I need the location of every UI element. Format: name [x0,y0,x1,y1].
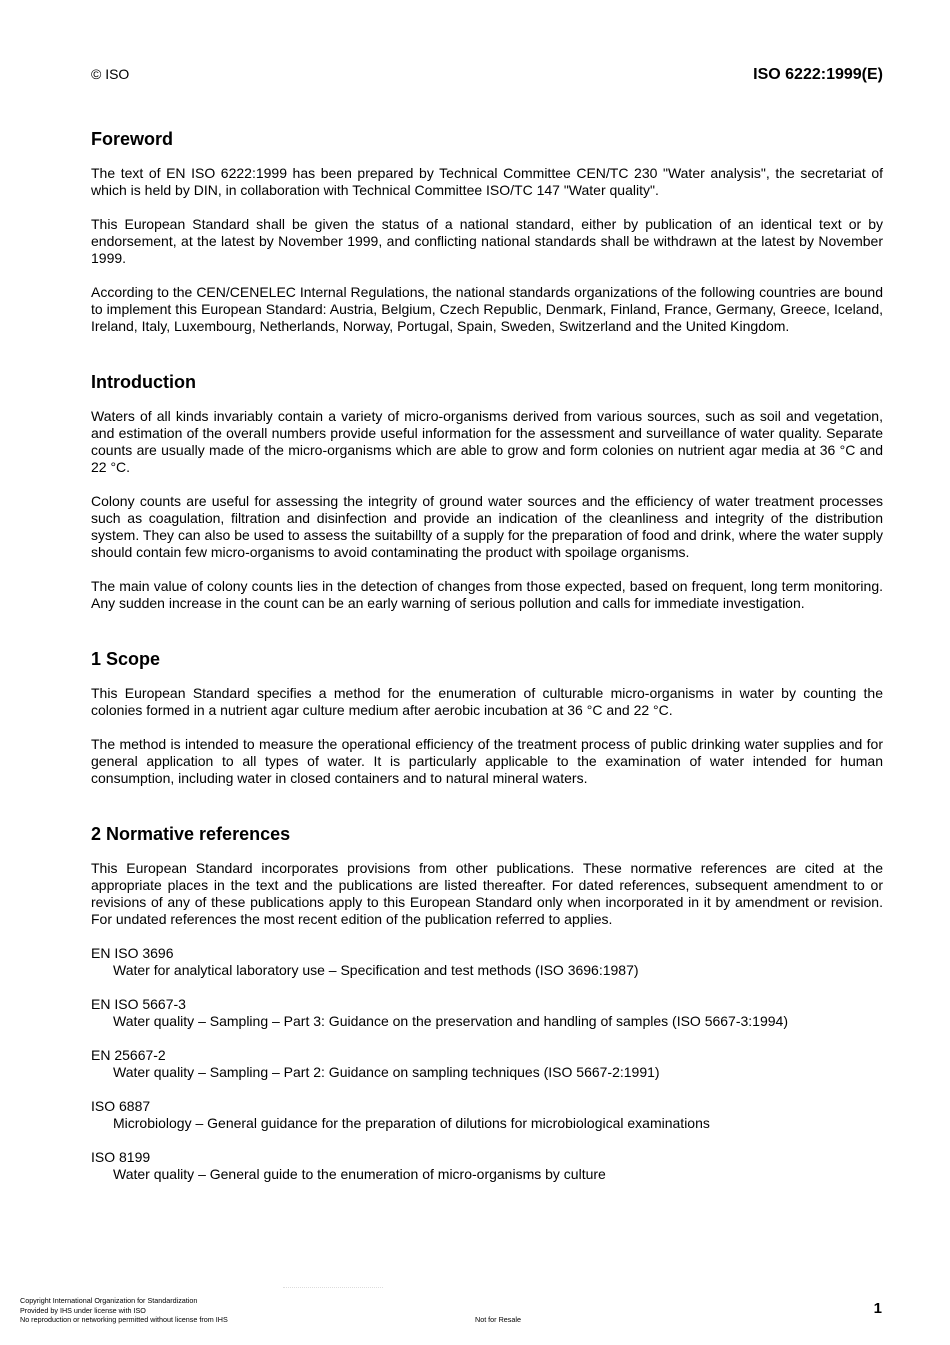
footer-not-for-resale: Not for Resale [475,1315,521,1324]
foreword-paragraph: This European Standard shall be given the status of a national standard, either by publication of an identical text or by endorsement, at the latest by November 1999, and conflicting national standards shall be withdrawn at the latest by November 1999. [91,216,883,266]
scope-paragraph: The method is intended to measure the operational efficiency of the treatment process of public drinking water supplies and for general application to all types of water. It is particularly applicable to the examination of water intended for human consumption, including water in closed containers and to natural mineral waters. [91,736,883,786]
footer-line: Copyright International Organization for Standardization [20,1296,198,1305]
faint-divider [283,1287,383,1288]
reference-title: Microbiology – General guidance for the preparation of dilutions for microbiological examinations [113,1115,710,1131]
document-body [91,128,883,1219]
foreword-heading: Foreword [91,129,174,149]
foreword-paragraph: The text of EN ISO 6222:1999 has been prepared by Technical Committee CEN/TC 230 "Water analysis", the secretariat of which is held by DIN, in collaboration with Technical Committee ISO/TC 147 "Water quality". [91,165,883,198]
introduction-section [91,371,883,612]
foreword-paragraph: According to the CEN/CENELEC Internal Regulations, the national standards organizations of the following countries are bound to implement this European Standard: Austria, Belgium, Czech Republic, Denmark, Finland, France, Germany, Greece, Iceland, Ireland, Italy, Luxembourg, Netherlands, Norway, Portugal, Spain, Sweden, Switzerland and the United Kingdom. [91,284,883,334]
header-standard-number: ISO 6222:1999(E) [753,66,883,83]
scope-section [91,648,883,787]
foreword-section [91,128,883,335]
header-copyright: © ISO [91,66,130,82]
footer-line: Provided by IHS under license with ISO [20,1305,146,1315]
reference-item [91,1098,883,1132]
introduction-paragraph: Waters of all kinds invariably contain a variety of micro-organisms derived from various sources, such as soil and vegetation, and estimation of the overall numbers provide useful information for the assessment and surveillance of water quality. Separate counts are usually made of the micro-organisms which are able to grow and form colonies on nutrient agar media at 36 °C and 22 °C. [91,408,883,475]
footer-copyright [20,1296,228,1325]
introduction-paragraph: The main value of colony counts lies in the detection of changes from those expected, based on frequent, long term monitoring. Any sudden increase in the count can be an early warning of serious pollution and calls for immediate investigation. [91,578,883,611]
reference-title: Water quality – Sampling – Part 3: Guidance on the preservation and handling of samples (ISO 5667-3:1994) [113,1013,788,1029]
reference-code: ISO 8199 [91,1149,151,1165]
normative-references-section [91,823,883,1183]
reference-item [91,996,883,1030]
scope-paragraph: This European Standard specifies a method for the enumeration of culturable micro-organisms in water by counting the colonies formed in a nutrient agar culture medium after aerobic incubation at 36 °C and 22 °C. [91,685,883,718]
reference-item [91,945,883,979]
reference-code: EN 25667-2 [91,1047,166,1063]
reference-title: Water for analytical laboratory use – Specification and test methods (ISO 3696:1987) [113,962,639,978]
introduction-paragraph: Colony counts are useful for assessing the integrity of ground water sources and the efficiency of water treatment processes such as coagulation, filtration and disinfection and provide an indication of the cleanliness and integrity of the distribution system. They can also be used to assess the suitabillty of a supply for the preparation of food and drink, where the water supply should contain few micro-organisms to avoid contaminating the product with spoilage organisms. [91,493,883,560]
introduction-heading: Introduction [91,372,196,392]
reference-code: ISO 6887 [91,1098,151,1114]
reference-code: EN ISO 3696 [91,945,174,961]
page-number: 1 [873,1300,882,1317]
reference-code: EN ISO 5667-3 [91,996,186,1012]
reference-item [91,1149,883,1183]
normative-references-intro: This European Standard incorporates provisions from other publications. These normative references are cited at the appropriate places in the text and the publications are listed thereafter. For dated references, subsequent amendment to or revisions of any of these publications apply to this European Standard only when incorporated in it by amendment or revision. For undated references the most recent edition of the publication referred to applies. [91,860,883,927]
reference-item [91,1047,883,1081]
footer-line: No reproduction or networking permitted without license from IHS [20,1315,228,1324]
normative-references-heading: 2 Normative references [91,824,291,844]
reference-title: Water quality – General guide to the enumeration of micro-organisms by culture [113,1166,606,1182]
scope-heading: 1 Scope [91,649,161,669]
reference-title: Water quality – Sampling – Part 2: Guidance on sampling techniques (ISO 5667-2:1991) [113,1064,660,1080]
